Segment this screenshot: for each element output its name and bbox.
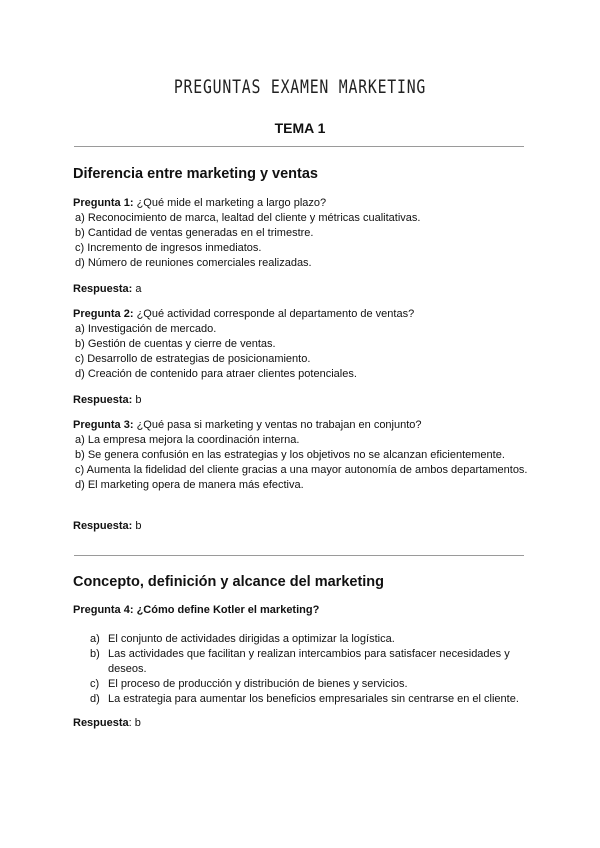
question-text: ¿Qué pasa si marketing y ventas no trabajan en conjunto? xyxy=(136,419,422,431)
question-line xyxy=(73,307,533,322)
question-heading: Pregunta 4: ¿Cómo define Kotler el marketing? xyxy=(73,604,320,616)
option-letter: b) xyxy=(90,648,100,660)
option-d: d) El marketing opera de manera más efectiva. xyxy=(75,479,304,491)
option-letter: d) xyxy=(90,693,100,705)
question-line xyxy=(73,418,533,433)
option-text: El proceso de producción y distribución de bienes y servicios. xyxy=(108,678,408,690)
option-d: d) Número de reuniones comerciales realizadas. xyxy=(75,257,312,269)
option-text: Las actividades que facilitan y realizan intercambios para satisfacer necesidades y deseos. xyxy=(108,648,510,675)
question-line xyxy=(73,196,533,211)
question-block xyxy=(73,196,533,271)
topic-heading: TEMA 1 xyxy=(274,120,326,136)
question-block xyxy=(73,307,533,382)
divider xyxy=(74,555,524,556)
option-d: d) Creación de contenido para atraer clientes potenciales. xyxy=(75,368,357,380)
section-title: Concepto, definición y alcance del marketing xyxy=(73,574,385,590)
question-block xyxy=(73,418,533,493)
section-title: Diferencia entre marketing y ventas xyxy=(73,166,318,182)
option-a: a) La empresa mejora la coordinación interna. xyxy=(75,434,300,446)
answer-value: b xyxy=(135,394,142,406)
list-item xyxy=(90,677,520,692)
option-a: a) Reconocimiento de marca, lealtad del cliente y métricas cualitativas. xyxy=(75,212,421,224)
option-c: c) Incremento de ingresos inmediatos. xyxy=(75,242,262,254)
answer-label: Respuesta: xyxy=(73,394,133,406)
question-label: Pregunta 3: xyxy=(73,419,134,431)
option-list xyxy=(90,632,520,707)
answer-line xyxy=(73,520,141,532)
option-text: El conjunto de actividades dirigidas a optimizar la logística. xyxy=(108,633,395,645)
question-text: ¿Qué actividad corresponde al departamento de ventas? xyxy=(136,308,415,320)
option-c: c) Desarrollo de estrategias de posicionamiento. xyxy=(75,353,311,365)
answer-line xyxy=(73,394,141,406)
list-item xyxy=(90,692,520,707)
answer-label: Respuesta xyxy=(73,717,129,729)
option-text: La estrategia para aumentar los beneficios empresariales sin centrarse en el cliente. xyxy=(108,693,519,705)
list-item xyxy=(90,647,520,677)
document-title: PREGUNTAS EXAMEN MARKETING xyxy=(173,76,427,98)
option-b: b) Gestión de cuentas y cierre de ventas. xyxy=(75,338,276,350)
option-b: b) Cantidad de ventas generadas en el trimestre. xyxy=(75,227,314,239)
answer-line xyxy=(73,283,141,295)
option-b: b) Se genera confusión en las estrategias y los objetivos no se alcanzan eficientemente. xyxy=(75,449,505,461)
question-label: Pregunta 1: xyxy=(73,197,134,209)
question-label: Pregunta 2: xyxy=(73,308,134,320)
answer-label: Respuesta: xyxy=(73,283,133,295)
option-letter: a) xyxy=(90,633,100,645)
answer-value: a xyxy=(135,283,142,295)
list-item xyxy=(90,632,520,647)
answer-line xyxy=(73,717,141,729)
option-letter: c) xyxy=(90,678,100,690)
divider xyxy=(74,146,524,147)
option-a: a) Investigación de mercado. xyxy=(75,323,217,335)
answer-label: Respuesta: xyxy=(73,520,133,532)
option-c: c) Aumenta la fidelidad del cliente gracias a una mayor autonomía de ambos departamentos. xyxy=(75,464,528,476)
question-text: ¿Qué mide el marketing a largo plazo? xyxy=(136,197,327,209)
answer-value: : b xyxy=(128,717,141,729)
answer-value: b xyxy=(135,520,142,532)
